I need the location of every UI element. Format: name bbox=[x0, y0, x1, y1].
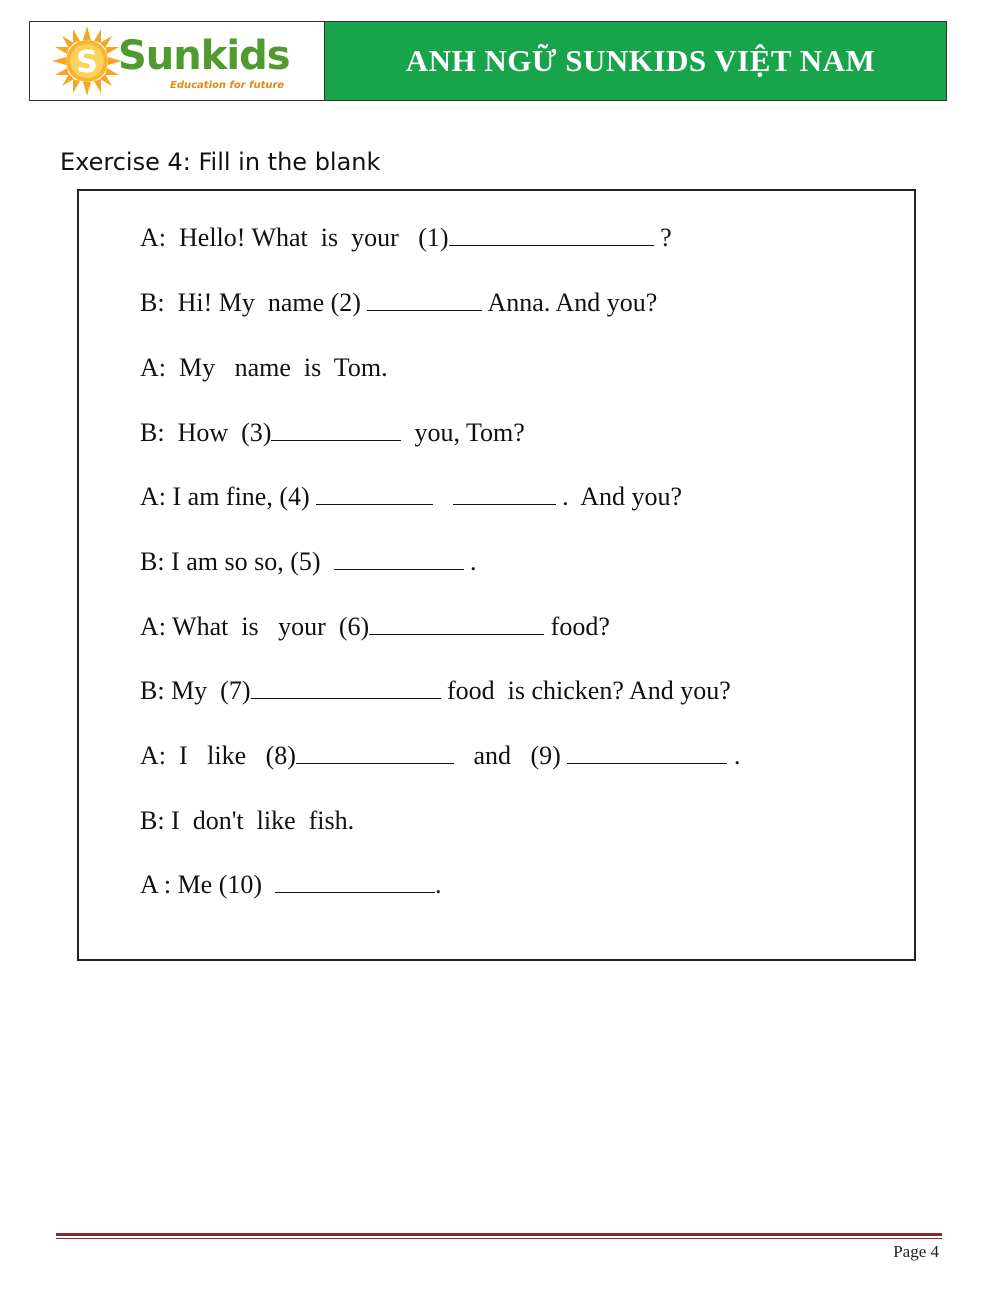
dialogue-line bbox=[140, 870, 442, 900]
line-text: . bbox=[435, 870, 442, 899]
answer-blank[interactable] bbox=[369, 612, 544, 635]
line-text: and (9) bbox=[453, 741, 568, 770]
dialogue-line bbox=[140, 741, 740, 771]
footer-rule-thin bbox=[56, 1238, 942, 1239]
answer-blank[interactable] bbox=[449, 223, 654, 246]
sun-logo-icon bbox=[52, 26, 122, 96]
line-text: you, Tom? bbox=[401, 418, 525, 447]
dialogue-line bbox=[140, 547, 477, 577]
header-title: ANH NGỮ SUNKIDS VIỆT NAM bbox=[405, 43, 876, 78]
answer-blank[interactable] bbox=[251, 676, 441, 699]
answer-blank[interactable] bbox=[567, 741, 727, 764]
dialogue-line bbox=[140, 418, 525, 448]
line-text: B: Hi! My name (2) bbox=[140, 288, 368, 317]
answer-blank[interactable] bbox=[453, 482, 556, 505]
line-text: A: My name is Tom. bbox=[140, 353, 388, 382]
logo-letter: S bbox=[76, 45, 98, 80]
line-text bbox=[433, 482, 453, 512]
line-text: B: My (7) bbox=[140, 676, 251, 705]
line-text: A: I like (8) bbox=[140, 741, 296, 770]
answer-blank[interactable] bbox=[271, 418, 401, 441]
answer-blank[interactable] bbox=[296, 741, 454, 764]
line-text: B: How (3) bbox=[140, 418, 272, 447]
line-text: food? bbox=[544, 612, 610, 641]
dialogue-line bbox=[140, 223, 672, 253]
dialogue-line bbox=[140, 482, 682, 512]
answer-blank[interactable] bbox=[275, 870, 435, 893]
page-header bbox=[29, 21, 947, 101]
header-title-banner bbox=[325, 22, 946, 100]
sunkids-logo bbox=[30, 22, 325, 100]
line-text: B: I am so so, (5) bbox=[140, 547, 334, 576]
exercise-title: Exercise 4: Fill in the blank bbox=[60, 148, 381, 176]
line-text: . bbox=[463, 547, 477, 576]
dialogue-line bbox=[140, 612, 610, 642]
exercise-box bbox=[77, 189, 916, 961]
dialogue-line bbox=[140, 353, 388, 383]
answer-blank[interactable] bbox=[316, 482, 433, 505]
line-text: Anna. And you? bbox=[482, 288, 658, 317]
line-text: A: Hello! What is your (1) bbox=[140, 223, 449, 252]
line-text: B: I don't like fish. bbox=[140, 806, 355, 835]
footer-rule bbox=[56, 1233, 942, 1236]
line-text: . And you? bbox=[555, 482, 683, 511]
line-text: food is chicken? And you? bbox=[440, 676, 731, 705]
line-text: A: I am fine, (4) bbox=[140, 482, 317, 511]
answer-blank[interactable] bbox=[334, 547, 464, 570]
logo-wordmark: Sunkids bbox=[118, 33, 290, 79]
answer-blank[interactable] bbox=[367, 288, 482, 311]
line-text: A: What is your (6) bbox=[140, 612, 370, 641]
dialogue-line bbox=[140, 676, 731, 706]
page-number: Page 4 bbox=[893, 1242, 939, 1261]
line-text: A : Me (10) bbox=[140, 870, 276, 899]
logo-tagline: Education for future bbox=[170, 80, 285, 91]
dialogue-line bbox=[140, 288, 657, 318]
line-text: . bbox=[727, 741, 741, 770]
line-text: ? bbox=[653, 223, 672, 252]
dialogue-line bbox=[140, 806, 354, 836]
